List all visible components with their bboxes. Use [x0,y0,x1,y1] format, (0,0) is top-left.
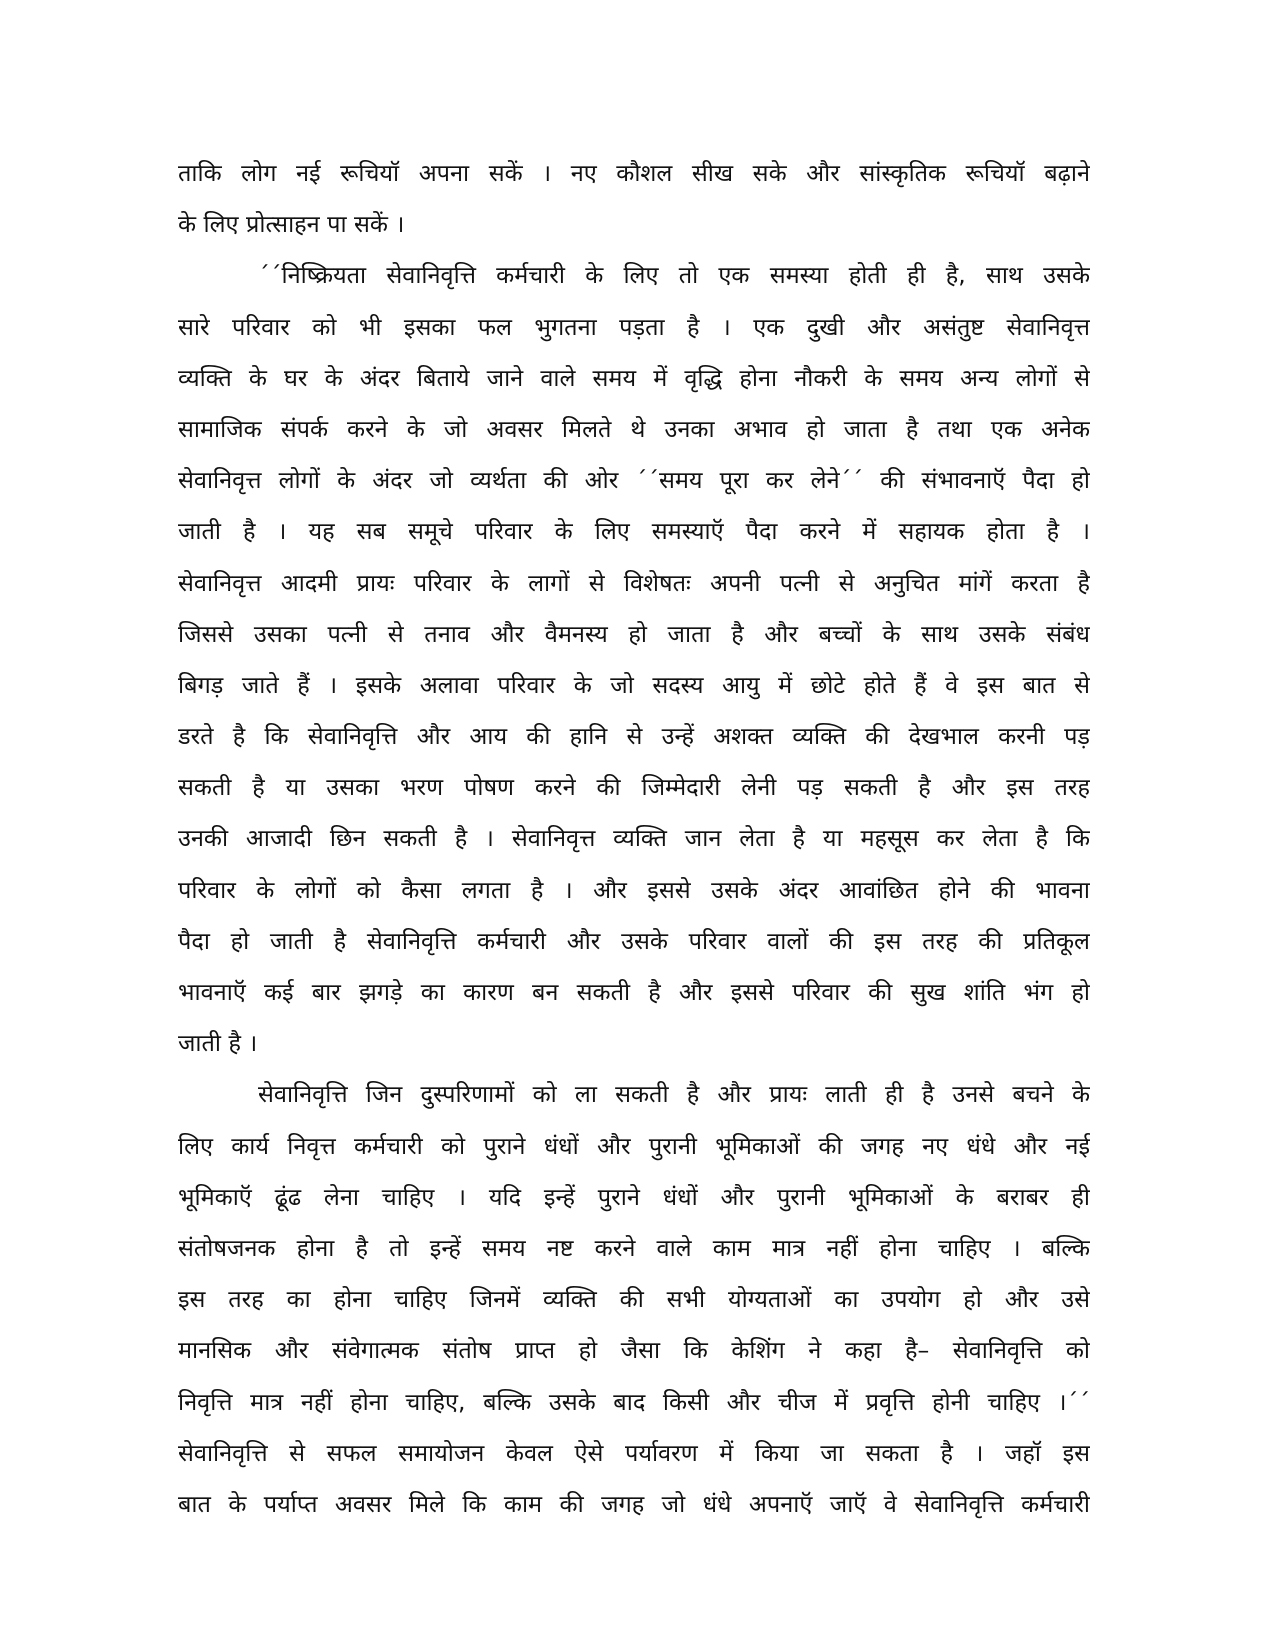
text-line: मानसिक और संवेगात्मक संतोष प्राप्त हो जैसा कि केशिंग ने कहा है– सेवानिवृत्ति को [178,1336,1090,1365]
text-line: सकती है या उसका भरण पोषण करने की जिम्मेदारी लेनी पड़ सकती है और इस तरह [178,773,1090,802]
text-line: सामाजिक संपर्क करने के जो अवसर मिलते थे उनका अभाव हो जाता है तथा एक अनेक [178,414,1090,443]
text-line: ´´निष्क्रियता सेवानिवृत्ति कर्मचारी के लिए तो एक समस्या होती ही है, साथ उसके [258,261,1090,290]
paragraph [178,250,1090,1069]
text-line: निवृत्ति मात्र नहीं होना चाहिए, बल्कि उसके बाद किसी और चीज में प्रवृत्ति होनी चाहिए ।´´ [178,1387,1090,1416]
paragraph [178,148,1090,250]
text-line: पैदा हो जाती है सेवानिवृत्ति कर्मचारी और उसके परिवार वालों की इस तरह की प्रतिकूल [178,926,1090,955]
text-line: भावनाऍ कई बार झगड़े का कारण बन सकती है और इससे परिवार की सुख शांति भंग हो [178,978,1090,1006]
text-line: सेवानिवृत्ति जिन दुस्परिणामों को ला सकती है और प्रायः लाती ही है उनसे बचने के [258,1080,1090,1109]
text-line: बात के पर्याप्त अवसर मिले कि काम की जगह जो धंधे अपनाऍ जाऍ वे सेवानिवृत्ति कर्मचारी [178,1489,1090,1518]
text-line: के लिए प्रोत्साहन पा सकें । [178,210,405,239]
text-line: ताकि लोग नई रूचियॉ अपना सकें । नए कौशल सीख सके और सांस्कृतिक रूचियॉ बढ़ाने [178,159,1090,187]
text-line: भूमिकाऍ ढूंढ लेना चाहिए । यदि इन्हें पुराने धंधों और पुरानी भूमिकाओं के बराबर ही [178,1182,1090,1211]
text-line: जाती है । यह सब समूचे परिवार के लिए समस्याऍ पैदा करने में सहायक होता है । [178,517,1090,546]
text-line: सेवानिवृत्त आदमी प्रायः परिवार के लागों से विशेषतः अपनी पत्नी से अनुचित मांगें करता है [178,568,1090,597]
text-line: सेवानिवृत्ति से सफल समायोजन केवल ऐसे पर्यावरण में किया जा सकता है । जहॉ इस [178,1438,1090,1467]
text-line: सेवानिवृत्त लोगों के अंदर जो व्यर्थता की ओर ´´समय पूरा कर लेने´´ की संभावनाऍ पैदा हो [178,466,1090,495]
text-line: लिए कार्य निवृत्त कर्मचारी को पुराने धंधों और पुरानी भूमिकाओं की जगह नए धंधे और नई [178,1131,1090,1160]
text-line: संतोषजनक होना है तो इन्हें समय नष्ट करने वाले काम मात्र नहीं होना चाहिए । बल्कि [178,1233,1090,1262]
text-line: सारे परिवार को भी इसका फल भुगतना पड़ता है । एक दुखी और असंतुष्ट सेवानिवृत्त [178,312,1090,341]
text-line: जाती है । [178,1029,258,1058]
text-line: बिगड़ जाते हैं । इसके अलावा परिवार के जो सदस्य आयु में छोटे होते हैं वे इस बात से [178,670,1090,699]
text-line: जिससे उसका पत्नी से तनाव और वैमनस्य हो जाता है और बच्चों के साथ उसके संबंध [178,619,1090,648]
document-page [178,148,1090,1530]
paragraph [178,1069,1090,1530]
text-line: डरते है कि सेवानिवृत्ति और आय की हानि से उन्हें अशक्त व्यक्ति की देखभाल करनी पड़ [178,722,1090,751]
text-line: परिवार के लोगों को कैसा लगता है । और इससे उसके अंदर आवांछित होने की भावना [178,875,1090,904]
text-line: इस तरह का होना चाहिए जिनमें व्यक्ति की सभी योग्यताओं का उपयोग हो और उसे [178,1285,1090,1314]
text-line: उनकी आजादी छिन सकती है । सेवानिवृत्त व्यक्ति जान लेता है या महसूस कर लेता है कि [178,824,1090,853]
text-line: व्यक्ति के घर के अंदर बिताये जाने वाले समय में वृद्धि होना नौकरी के समय अन्य लोगों से [178,363,1090,392]
